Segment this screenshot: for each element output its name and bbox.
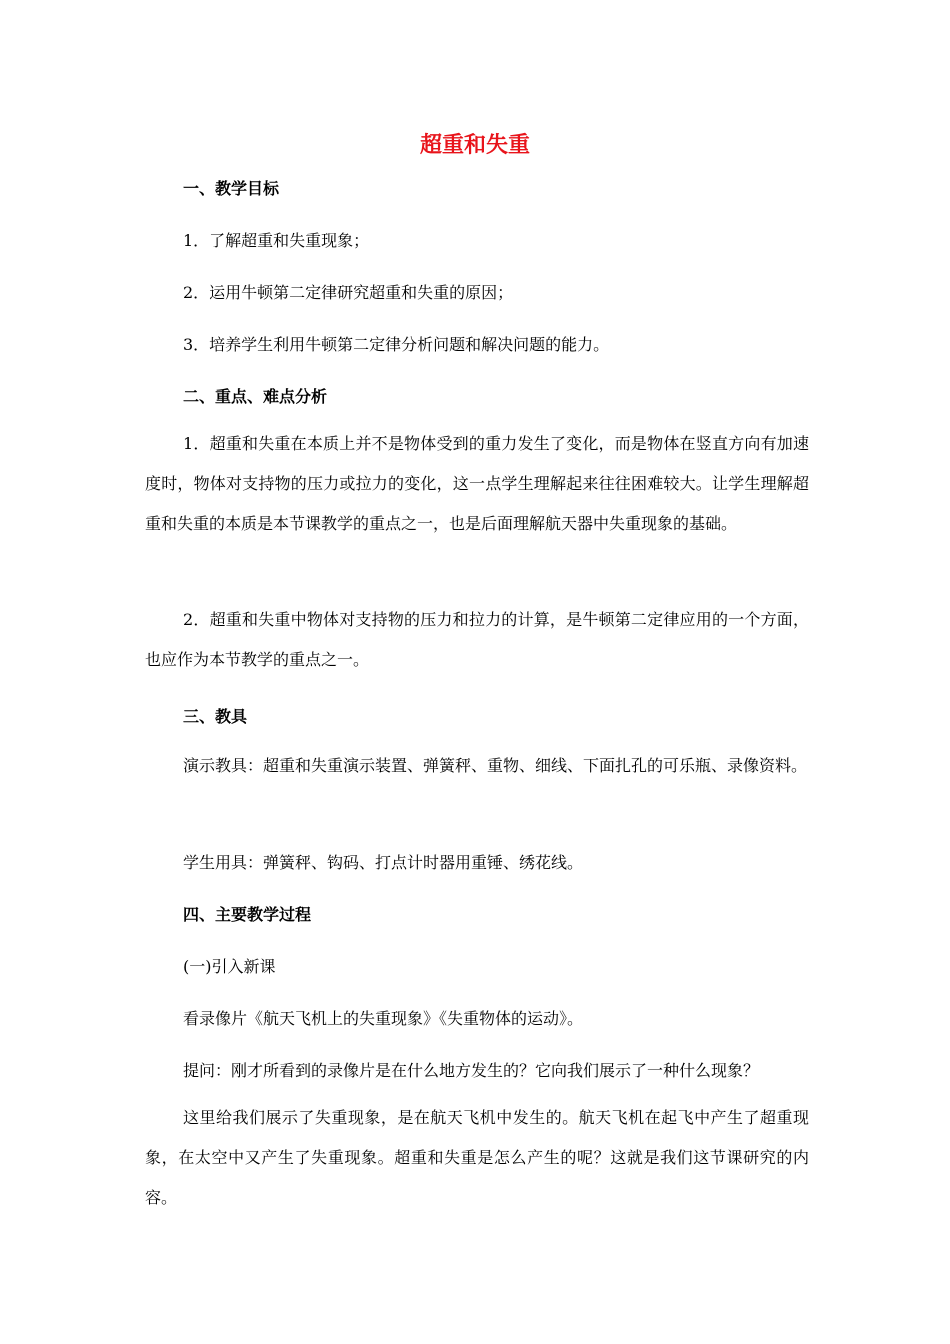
key-point-paragraph-2: 2．超重和失重中物体对支持物的压力和拉力的计算，是牛顿第二定律应用的一个方面，也应作为本节教学的重点之一。 <box>145 610 809 669</box>
process-subheading: (一)引入新课 <box>183 957 276 976</box>
equipment-demo-text: 演示教具：超重和失重演示装置、弹簧秤、重物、细线、下面扎孔的可乐瓶、录像资料。 <box>183 756 808 775</box>
objective-item-2: 2．运用牛顿第二定律研究超重和失重的原因； <box>183 283 514 302</box>
document-title: 超重和失重 <box>419 133 530 158</box>
section-heading-key-points: 二、重点、难点分析 <box>183 387 328 406</box>
process-video-text: 看录像片《航天飞机上的失重现象》《失重物体的运动》。 <box>183 1009 584 1028</box>
process-question-text: 提问：刚才所看到的录像片是在什么地方发生的？它向我们展示了一种什么现象？ <box>183 1061 760 1080</box>
section-heading-objectives: 一、教学目标 <box>183 179 280 198</box>
process-explanation-text: 这里给我们展示了失重现象，是在航天飞机中发生的。航天飞机在起飞中产生了超重现象，在太空中又产生了失重现象。超重和失重是怎么产生的呢？这就是我们这节课研究的内容。 <box>145 1108 809 1207</box>
key-point-paragraph-1: 1．超重和失重在本质上并不是物体受到的重力发生了变化，而是物体在竖直方向有加速度时，物体对支持物的压力或拉力的变化，这一点学生理解起来往往困难较大。让学生理解超重和失重的本质是本节课教学的重点之一，也是后面理解航天器中失重现象的基础。 <box>145 434 809 533</box>
objective-item-1: 1．了解超重和失重现象； <box>183 231 370 250</box>
section-heading-process: 四、主要教学过程 <box>183 905 312 924</box>
equipment-student-text: 学生用具：弹簧秤、钩码、打点计时器用重锤、绣花线。 <box>183 853 584 872</box>
section-heading-equipment: 三、教具 <box>183 707 248 726</box>
objective-item-3: 3．培养学生利用牛顿第二定律分析问题和解决问题的能力。 <box>183 335 610 354</box>
